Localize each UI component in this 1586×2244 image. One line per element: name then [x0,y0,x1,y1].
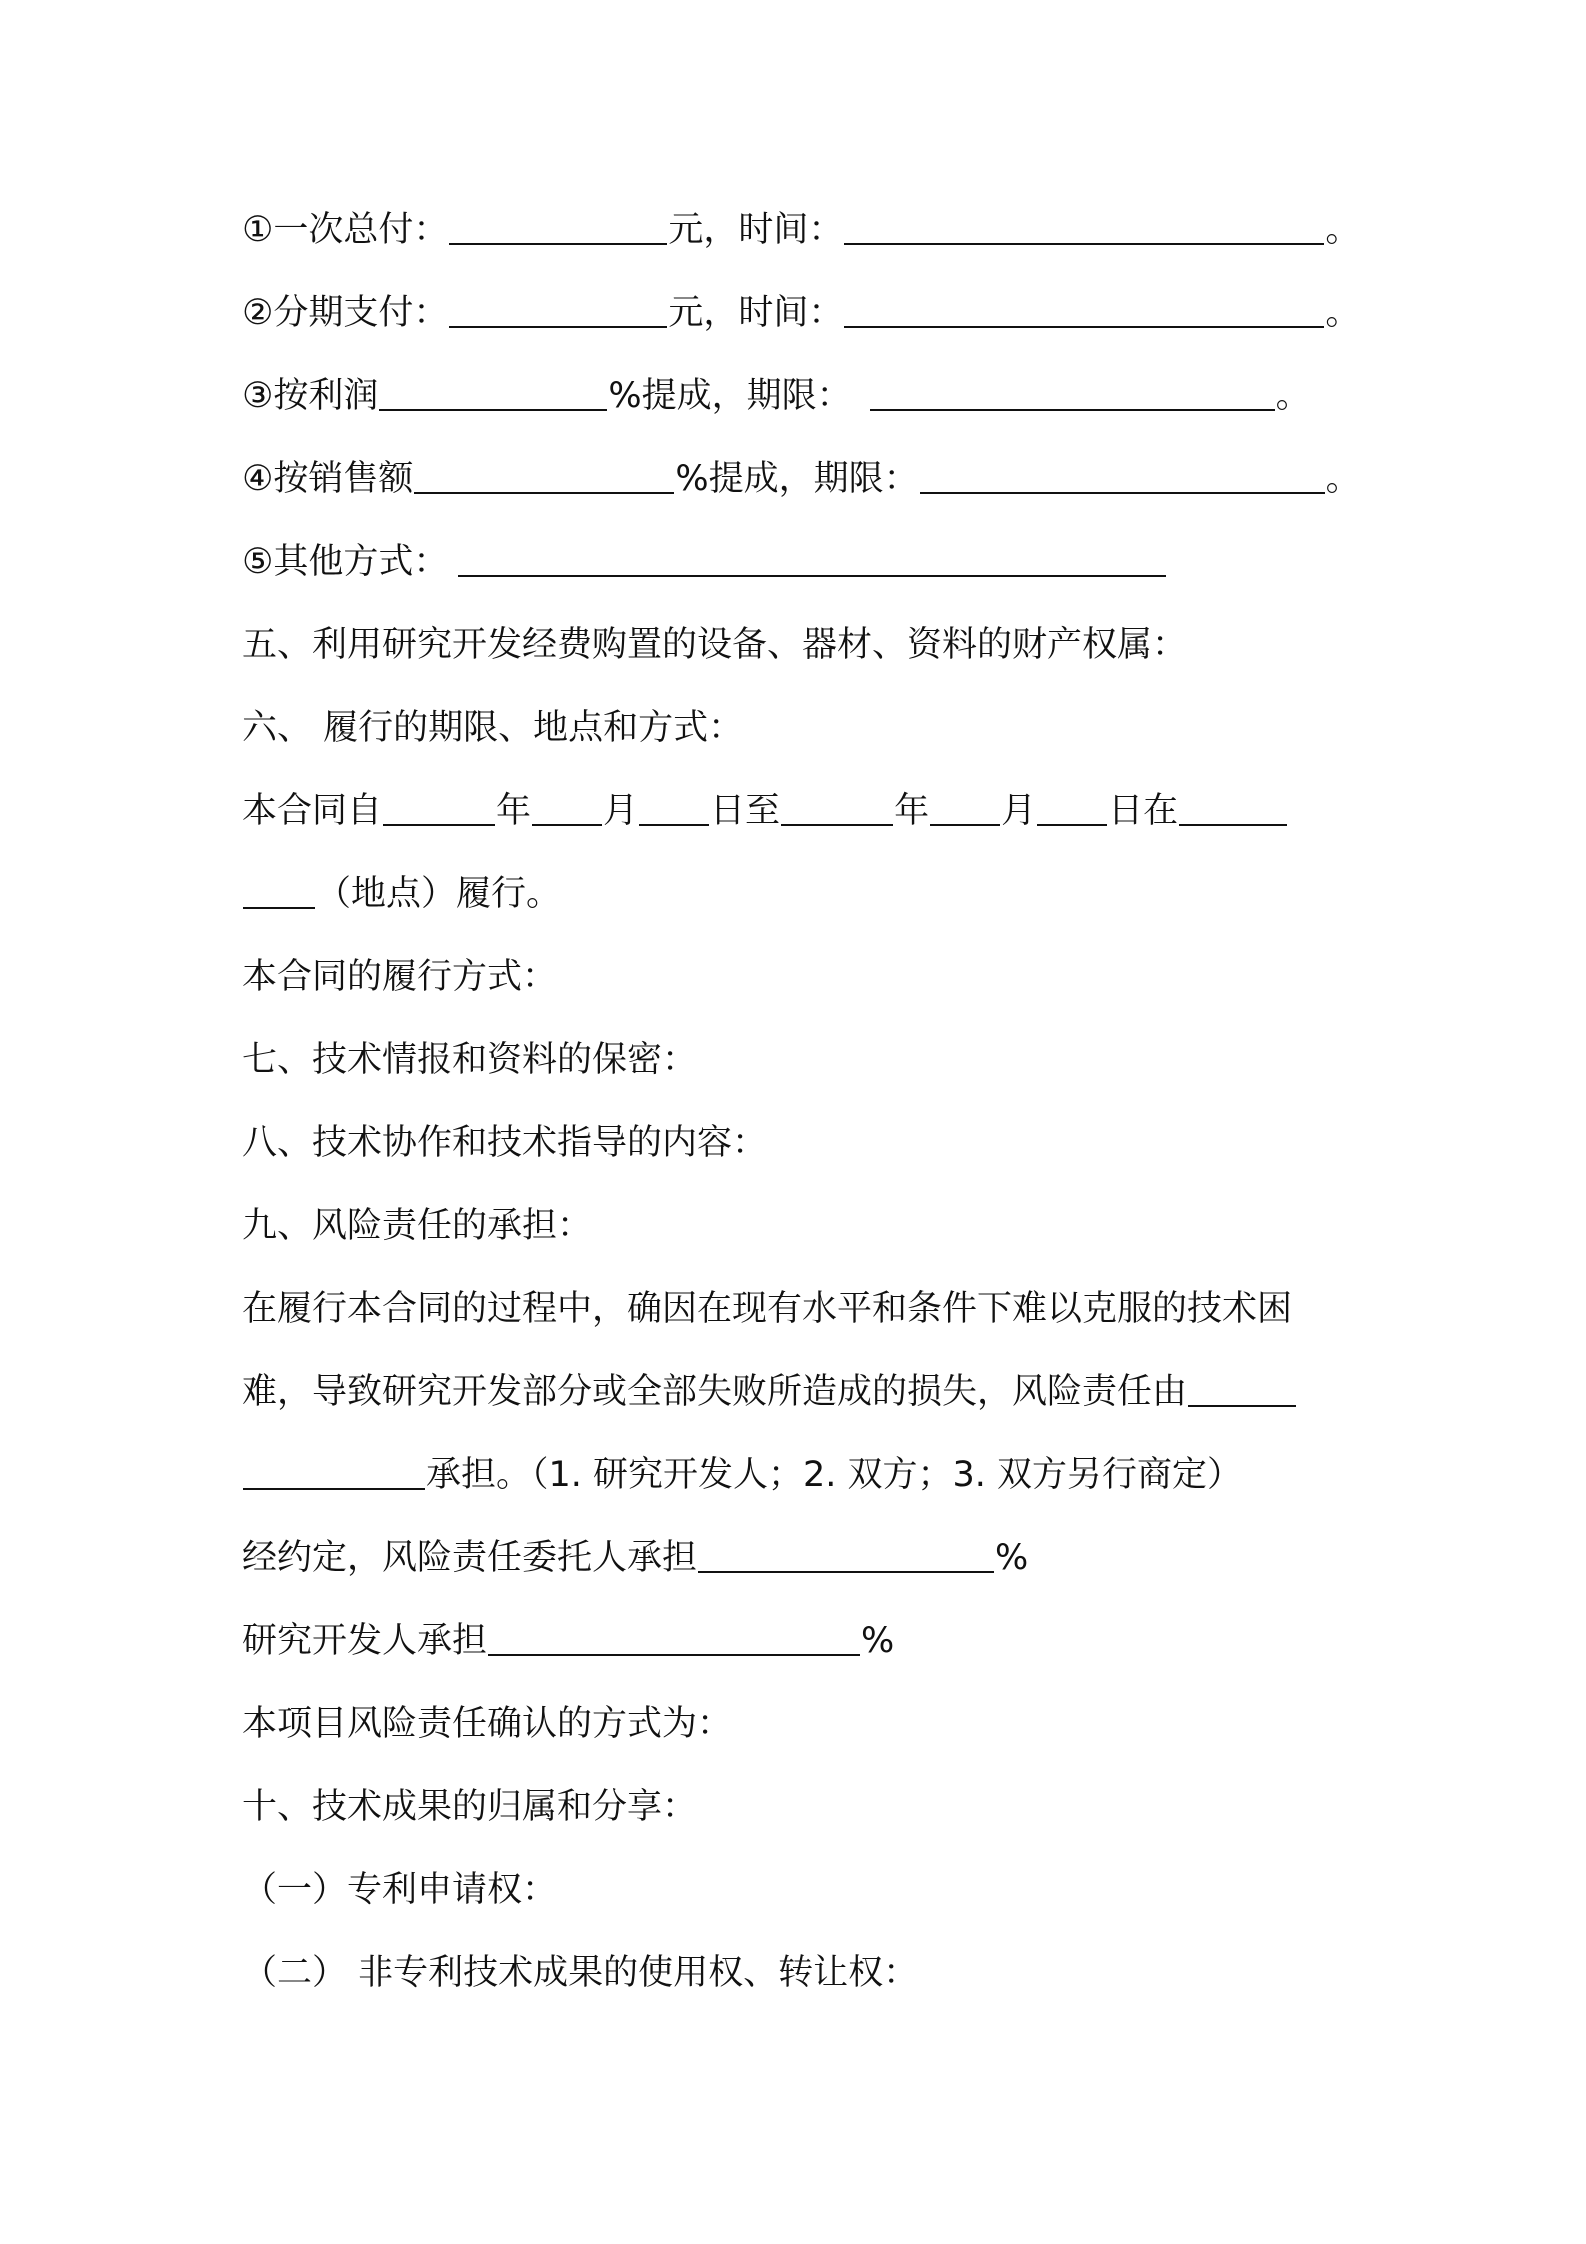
section-9-heading: 九、风险责任的承担： [242,1206,593,1246]
section-10-heading: 十、技术成果的归属和分享： [242,1787,698,1827]
month-label: 月 [1001,791,1037,831]
section-6-place [242,859,561,929]
payment-sales-unit: %提成，期限： [675,459,919,499]
line-end: 。 [1325,210,1361,250]
section-9-client-share [242,1523,1028,1593]
payment-lump-sum-unit: 元，时间： [668,210,844,250]
end-month-blank[interactable] [930,823,1000,826]
section-10-item-2: （二） 非专利技术成果的使用权、转让权： [242,1953,919,1993]
risk-party-blank[interactable] [1188,1404,1296,1407]
payment-installment-label: ②分期支付： [242,293,449,333]
payment-installment-unit: 元，时间： [668,293,844,333]
percent-sign: % [861,1621,895,1661]
place-blank-continued[interactable] [243,906,315,909]
place-blank[interactable] [1179,823,1287,826]
section-9-confirm: 本项目风险责任确认的方式为： [242,1704,733,1744]
risk-options: 承担。（1. 研究开发人；2. 双方；3. 双方另行商定） [426,1455,1243,1495]
term-blank[interactable] [920,491,1325,494]
month-label: 月 [603,791,639,831]
section-9-developer-share [242,1606,894,1676]
line-end: 。 [1325,459,1361,499]
section-6-term [242,776,1288,846]
start-month-blank[interactable] [532,823,602,826]
payment-profit-label: ③按利润 [242,376,379,416]
percent-sign: % [995,1538,1029,1578]
developer-share-label: 研究开发人承担 [242,1621,488,1661]
section-8-heading: 八、技术协作和技术指导的内容： [242,1123,768,1163]
term-blank[interactable] [870,408,1275,411]
line-end: 。 [1325,293,1361,333]
start-day-blank[interactable] [639,823,709,826]
payment-other-label: ⑤其他方式： [242,542,449,582]
day-label: 日在 [1108,791,1179,831]
amount-blank[interactable] [449,242,667,245]
place-label: （地点）履行。 [316,874,562,914]
other-method-blank[interactable] [458,574,1166,577]
section-9-paragraph-line-3 [242,1440,1242,1510]
client-percent-blank[interactable] [698,1570,994,1573]
section-10-item-1: （一）专利申请权： [242,1870,558,1910]
section-6-heading: 六、 履行的期限、地点和方式： [242,708,744,748]
section-5-heading: 五、利用研究开发经费购置的设备、器材、资料的财产权属： [242,625,1188,665]
payment-profit [242,361,1311,431]
risk-party-blank-continued[interactable] [243,1487,425,1490]
section-7-heading: 七、技术情报和资料的保密： [242,1040,698,1080]
amount-blank[interactable] [449,325,667,328]
year-label: 年 [894,791,930,831]
payment-profit-unit: %提成，期限： [608,376,852,416]
payment-installment [242,278,1360,348]
start-year-blank[interactable] [383,823,495,826]
day-label: 日至 [710,791,781,831]
end-day-blank[interactable] [1037,823,1107,826]
section-9-paragraph-line-1: 在履行本合同的过程中，确因在现有水平和条件下难以克服的技术困 [242,1289,1293,1329]
risk-text: 难，导致研究开发部分或全部失败所造成的损失，风险责任由 [242,1372,1188,1412]
percent-blank[interactable] [414,491,674,494]
payment-sales-label: ④按销售额 [242,459,414,499]
percent-blank[interactable] [379,408,607,411]
term-start-label: 本合同自 [242,791,383,831]
section-6-method: 本合同的履行方式： [242,957,558,997]
time-blank[interactable] [844,325,1324,328]
client-share-label: 经约定，风险责任委托人承担 [242,1538,698,1578]
end-year-blank[interactable] [781,823,893,826]
payment-other [242,527,1167,597]
time-blank[interactable] [844,242,1324,245]
payment-sales [242,444,1361,514]
developer-percent-blank[interactable] [488,1653,860,1656]
line-end: 。 [1275,376,1311,416]
section-9-paragraph-line-2 [242,1357,1297,1427]
year-label: 年 [496,791,532,831]
payment-lump-sum [242,195,1360,265]
payment-lump-sum-label: ①一次总付： [242,210,449,250]
